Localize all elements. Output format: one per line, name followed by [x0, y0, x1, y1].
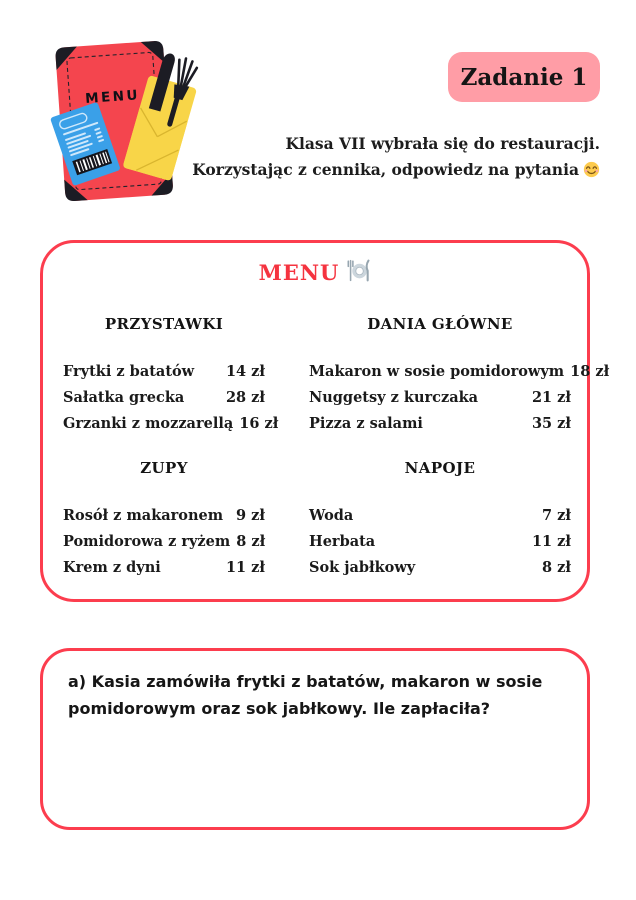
menu-item [63, 359, 265, 385]
menu-column-right [309, 315, 610, 581]
item-price: 7 zł [542, 507, 571, 524]
smiling-face-emoji-icon [583, 160, 600, 186]
menu-section-napoje [309, 459, 571, 581]
menu-items [309, 359, 610, 437]
fork-knife-plate-icon [346, 258, 371, 287]
menu-column-left [63, 315, 279, 581]
menu-items [63, 359, 279, 437]
menu-item [63, 555, 265, 581]
item-name: Grzanki z mozzarellą [63, 415, 234, 432]
menu-section-dania-glowne [309, 315, 610, 437]
item-price: 8 zł [236, 533, 266, 550]
menu-item [309, 385, 571, 411]
menu-item [63, 503, 265, 529]
intro-text [192, 131, 600, 186]
menu-title-text: MENU [258, 260, 340, 285]
item-name: Nuggetsy z kurczaka [309, 389, 479, 406]
menu-item [309, 359, 610, 385]
item-price: 18 zł [570, 363, 610, 380]
item-price: 11 zł [225, 559, 265, 576]
menu-illustration [28, 28, 228, 228]
menu-illustration-graphic [28, 28, 228, 228]
menu-items [309, 503, 571, 581]
item-name: Krem z dyni [63, 559, 161, 576]
item-price: 11 zł [531, 533, 571, 550]
menu-section-zupy [63, 459, 265, 581]
section-heading: PRZYSTAWKI [104, 315, 224, 333]
section-heading: DANIA GŁÓWNE [367, 315, 513, 333]
menu-item [309, 529, 571, 555]
item-price: 16 zł [239, 415, 279, 432]
item-name: Makaron w sosie pomidorowym [309, 363, 565, 380]
task-badge [448, 52, 600, 102]
item-price: 21 zł [531, 389, 571, 406]
item-price: 14 zł [225, 363, 265, 380]
menu-item [63, 385, 265, 411]
menu-section-przystawki [63, 315, 279, 437]
task-badge-label: Zadanie 1 [460, 63, 588, 91]
item-name: Rosół z makaronem [63, 507, 224, 524]
question-card [40, 648, 590, 830]
intro-line-2: Korzystając z cennika, odpowiedz na pytania [192, 157, 600, 186]
item-name: Pizza z salami [309, 415, 423, 432]
item-price: 9 zł [236, 507, 265, 524]
menu-item [309, 555, 571, 581]
intro-line-1: Klasa VII wybrała się do restauracji. [285, 134, 600, 153]
menu-card [40, 240, 610, 602]
item-name: Woda [309, 507, 354, 524]
menu-item [309, 411, 571, 437]
item-name: Sałatka grecka [63, 389, 185, 406]
item-name: Herbata [309, 533, 376, 550]
item-name: Frytki z batatów [63, 363, 195, 380]
menu-item [309, 503, 571, 529]
folder-menu-label: MENU [84, 87, 141, 108]
item-name: Sok jabłkowy [309, 559, 416, 576]
item-name: Pomidorowa z ryżem [63, 533, 231, 550]
menu-item [63, 529, 265, 555]
item-price: 28 zł [225, 389, 265, 406]
question-text: a) Kasia zamówiła frytki z batatów, makaron w sosie pomidorowym oraz sok jabłkowy. Ile zapłaciła? [68, 672, 543, 718]
menu-item [63, 411, 279, 437]
item-price: 35 zł [531, 415, 571, 432]
answer-space [43, 722, 587, 812]
section-heading: ZUPY [140, 459, 188, 477]
item-price: 8 zł [542, 559, 571, 576]
menu-items [63, 503, 265, 581]
menu-card-title [43, 258, 587, 287]
menu-grid [43, 315, 610, 581]
section-heading: NAPOJE [404, 459, 476, 477]
